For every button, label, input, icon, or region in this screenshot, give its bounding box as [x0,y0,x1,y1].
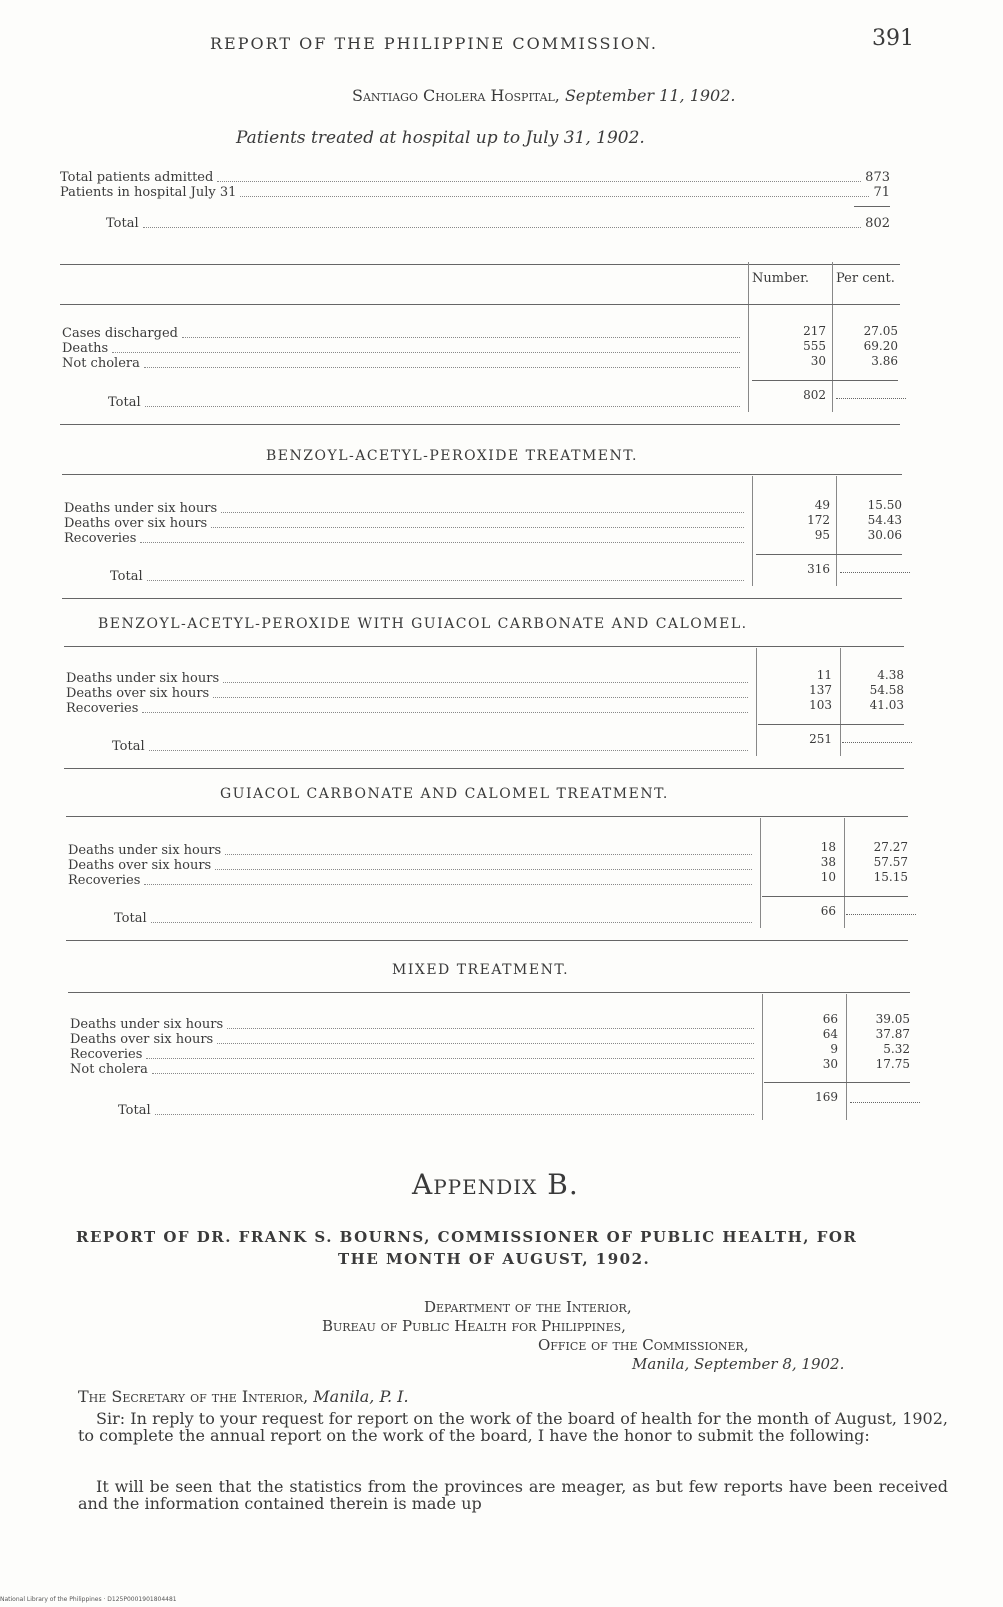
appendix-title: Appendix B. [412,1168,579,1201]
section-row: Deaths under six hours [66,672,752,686]
section-title: BENZOYL-ACETYL-PEROXIDE TREATMENT. [266,448,639,464]
section-row: Recoveries [66,702,752,716]
address-line2: Bureau of Public Health for Philippines, [322,1317,626,1335]
page-number: 391 [872,26,914,51]
section-row: Deaths over six hours [64,517,748,531]
address-line4: Manila, September 8, 1902. [632,1355,845,1373]
address-line3: Office of the Commissioner, [538,1336,749,1354]
footer-credit: National Library of the Philippines · D125P0001901804481 [0,1596,177,1603]
intro-total-row: Total 802 [106,216,890,231]
section-row: Deaths over six hours [66,687,752,701]
section-row: Deaths under six hours [70,1018,758,1032]
section-title: GUIACOL CARBONATE AND CALOMEL TREATMENT. [220,786,669,802]
dateline [352,86,736,105]
section-row: Deaths under six hours [68,844,756,858]
section-total-row: Total [118,1104,758,1118]
section-total-row: Total [112,740,752,754]
section-row: Recoveries [68,874,756,888]
section-row: Deaths over six hours [70,1033,758,1047]
letter-paragraph-1: Sir: In reply to your request for report on the work of the board of health for the month of August, 1902, to complete the annual report on the work of the board, I have the honor to submit the following: [78,1409,948,1445]
letter-paragraph-2: It will be seen that the statistics from the provinces are meager, as but few reports have been received and the information contained therein is made up [78,1477,948,1513]
table-subtitle: Patients treated at hospital up to July 31, 1902. [236,128,645,148]
salutation: The Secretary of the Interior, Manila, P. I. [78,1387,409,1406]
col-header-number: Number. [752,271,810,286]
intro-row: Patients in hospital July 31 71 [60,185,890,200]
address-line1: Department of the Interior, [424,1298,632,1316]
section-row: Recoveries [70,1048,758,1062]
section-row: Recoveries [64,532,748,546]
running-title: REPORT OF THE PHILIPPINE COMMISSION. [210,34,659,53]
section-title: MIXED TREATMENT. [392,962,570,978]
summary-row: Not cholera [62,357,744,371]
section-title: BENZOYL-ACETYL-PEROXIDE WITH GUIACOL CARBONATE AND CALOMEL. [98,616,748,632]
section-total-row: Total [110,570,748,584]
section-row: Deaths over six hours [68,859,756,873]
intro-row: Total patients admitted 873 [60,170,890,185]
summary-total-row: Total [108,396,744,410]
summary-total: 802 [803,388,826,402]
dateline-place: Santiago Cholera Hospital, [352,86,560,105]
section-row: Not cholera [70,1063,758,1077]
section-row: Deaths under six hours [64,502,748,516]
summary-row: Cases discharged [62,327,744,341]
report-title-line2: THE MONTH OF AUGUST, 1902. [338,1250,651,1268]
col-header-percent: Per cent. [836,271,895,286]
summary-row: Deaths [62,342,744,356]
dateline-date: September 11, 1902. [564,86,736,105]
report-title-line1: REPORT OF DR. FRANK S. BOURNS, COMMISSIONER OF PUBLIC HEALTH, FOR [76,1228,858,1246]
section-total-row: Total [114,912,756,926]
